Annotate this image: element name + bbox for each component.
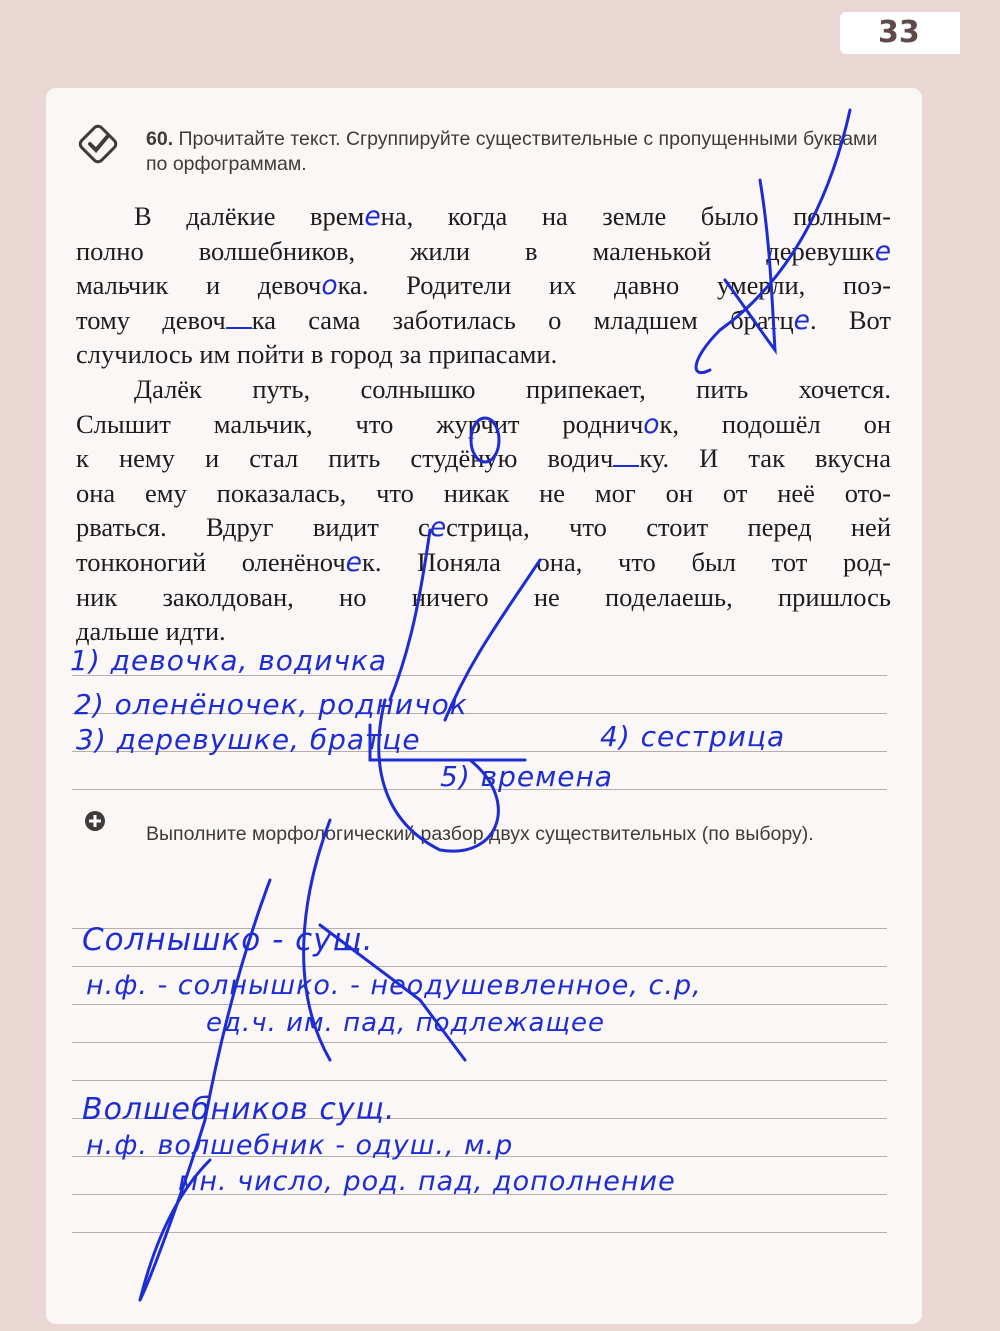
handwritten-answer: 3) деревушке, братце	[76, 723, 421, 756]
handwritten-answer: 1) девочка, водичка	[70, 644, 388, 677]
handwritten-answer: Солнышко - сущ.	[82, 922, 374, 958]
text-line: мальчик и девочока. Родители их давно умерли, поэ-	[76, 270, 891, 302]
text-line: она ему показалась, что никак не мог он от неё ото-	[76, 477, 891, 508]
text-line: рваться. Вдруг видит сестрица, что стоит перед ней	[76, 512, 891, 544]
handwritten-answer: мн. число, род. пад, дополнение	[178, 1166, 676, 1197]
plus-circle-icon	[84, 810, 106, 832]
ruled-line	[72, 1080, 887, 1081]
handwritten-answer: 2) оленёночек, родничок	[74, 688, 468, 721]
exercise-instruction-text: Прочитайте текст. Сгруппируйте существительные с пропущенными буквами по орфограммам.	[146, 128, 878, 175]
text-line: Далёк путь, солнышко припекает, пить хочется.	[134, 373, 891, 404]
ruled-line	[72, 1042, 887, 1043]
text-line: дальше идти.	[76, 616, 226, 647]
handwritten-answer: Волшебников сущ.	[82, 1092, 396, 1127]
exercise-instruction	[146, 127, 891, 177]
text-line: случилось им пойти в город за припасами.	[76, 339, 558, 370]
handwritten-answer: 5) времена	[440, 760, 613, 793]
handwritten-answer: 4) сестрица	[600, 720, 786, 753]
reading-text	[76, 199, 891, 649]
handwritten-answer: н.ф. волшебник - одуш., м.р	[86, 1130, 514, 1161]
handwritten-answer: ед.ч. им. пад, подлежащее	[206, 1008, 605, 1038]
text-line: тому девоч ка сама заботилась о младшем братце. Вот	[76, 304, 892, 336]
handwritten-answer: н.ф. - солнышко. - неодушевленное, с.р,	[86, 970, 702, 1001]
ruled-line	[72, 966, 887, 967]
checkmark-diamond-icon	[76, 122, 120, 166]
text-line: к нему и стал пить студёную водич ку. И так вкусна	[76, 443, 892, 474]
text-line: ник заколдован, но ничего не поделаешь, пришлось	[76, 581, 891, 612]
page-number: 33	[840, 12, 960, 54]
text-line: тонконогий оленёночек. Поняла она, что был тот род-	[76, 546, 892, 578]
exercise-number: 60.	[146, 128, 174, 150]
ruled-line	[72, 1004, 887, 1005]
task2-instruction: Выполните морфологический разбор двух существительных (по выбору).	[146, 823, 814, 845]
ruled-line	[72, 1232, 887, 1233]
text-line: Слышит мальчик, что журчит родничок, подошёл он	[76, 408, 892, 440]
text-line: полно волшебников, жили в маленькой деревушке	[76, 235, 891, 267]
text-line: В далёкие времена, когда на земле было полным-	[134, 201, 891, 232]
